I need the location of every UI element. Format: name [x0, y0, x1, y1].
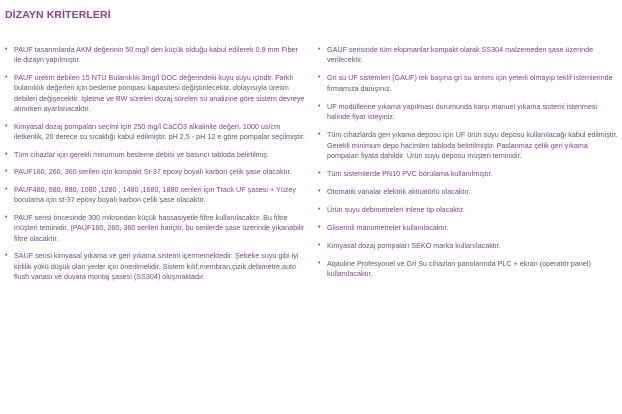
bullet-icon: • [5, 74, 8, 81]
list-item [318, 223, 618, 233]
bullet-icon: • [318, 170, 321, 178]
list-item-text: PAUF tasarımlarda AKM değerinin 50 mg/l den küçük olduğu kabul edilerek 0.9 mm Fiber ile dizayn yapılmıştır. [14, 45, 298, 65]
list-item [5, 122, 305, 143]
list-item-text: Kimyasal dozaj pompaları SEKO marka kullanılacaktır. [327, 241, 501, 251]
bullet-icon: • [5, 168, 8, 176]
list-item [5, 167, 305, 177]
page-title: DİZAYN KRİTERLERİ [5, 9, 111, 21]
list-item [318, 187, 618, 197]
bullet-icon: • [5, 122, 8, 130]
bullet-icon: • [5, 186, 8, 193]
list-item [318, 205, 618, 215]
list-item [318, 241, 618, 251]
bullet-icon: • [318, 224, 321, 232]
list-item-text: Otomatik vanalar elektrik aktüatörlü olacaktır. [327, 187, 471, 197]
list-item [5, 73, 305, 115]
list-item-text: Aqauline Profesyonel ve Gri Su cihazları panolarında PLC + ekran (operatör panel) kullanılacaktır. [327, 259, 591, 279]
bullet-icon: • [318, 46, 321, 53]
list-item-text: UF modüllerine yıkama yapılması durumunda karşı manuel yıkama sistemi istenmesi halinde fiyat isteyiniz. [327, 101, 598, 122]
list-item-text: PAUF160, 260, 360 serileri için kompakt St-37 epoxy boyalı karbon çelik şase olacaktır. [14, 167, 292, 177]
bullet-icon: • [318, 206, 321, 214]
list-item-text: PAUF480, 680, 880, 1080 ,1280 , 1480 ,1680, 1880 serileri için Track UF şasesi + Yüzey borulama için st-37 epoxy boyalı karbon çelik şase olacaktır. [14, 185, 297, 205]
list-item [318, 45, 618, 66]
list-item-text: PAUF serisi öncesinde 300 mikrondan küçük hassasiyetle filtre kullanılacaktır. Bu filtre müşteri teminidir. (PAUF160, 260, 360 serileri hariçtir, bu serilerde şase üzerinde yıkanabilir filtre olacaktır. [14, 213, 305, 243]
list-item [318, 73, 618, 94]
list-item [5, 150, 305, 160]
list-item-text: SAUF serisi kimyasal yıkama ve geri yıkama sistemi içermemektedir. Şebeke suyu gibi iyi kirlilik yükü düşük olan yerler için önerilmelidir. Sistem kılıf,membran,çizik debimetre,auto flush vanası ve duvara montaj şasesi (SS304) oluşmaktadır. [14, 251, 299, 282]
list-item-text: Kimyasal dozaj pompaları seçimi için 250 mg/l CaCO3 alkalinite değeri, 1000 us/cm iletkenlik, 20 derece su sıcaklığı kabul edilmiştir. pH 2,5 - pH 12 e göre pompalar seçilmiştir. [14, 121, 305, 142]
bullet-icon: • [5, 214, 8, 221]
bullet-icon: • [318, 260, 321, 268]
list-item [5, 251, 305, 282]
list-item-text: Tüm cihazlarda geri yıkama deposu için UF ürün suyu deposu kullanılacağı kabul edilmiştir. Gerekli minimum depo hacimleri tabloda belirtilmiştir. Paslanmaz çelik geri yıkama pompaları fiyata dahildir. Ürün suyu deposu müşteri teminidir. [327, 130, 618, 161]
bullet-icon: • [5, 150, 8, 158]
list-item [318, 259, 618, 280]
list-item-text: Tüm cihazlar için gerekli minumum besleme debisi ve basıncı tabloda belirtilmiş. [14, 149, 269, 159]
list-item [5, 213, 305, 244]
bullet-icon: • [318, 74, 321, 82]
list-item-text: Gri su UF sistemleri (GAUF) tek başına gri su arıtımı için yeterli olmayıp teklif istemlerinde firmamıza danışınız. [327, 73, 613, 93]
left-criteria-list [5, 45, 305, 290]
list-item [5, 45, 305, 66]
list-item-text: Ürün suyu debimetreleri inlene tip olacaktır. [327, 205, 465, 215]
list-item-text: Tüm sistemlerde PN10 PVC borulama kullanılmıştır. [327, 169, 493, 179]
list-item [318, 130, 618, 161]
list-item-text: GAUF serisinde tüm ekipmanlar kompakt olarak SS304 malzemeden şase üzerinde verilecektir. [327, 45, 594, 65]
list-item [318, 169, 618, 179]
bullet-icon: • [318, 131, 321, 139]
bullet-icon: • [318, 102, 321, 110]
bullet-icon: • [5, 46, 8, 53]
list-item [5, 185, 305, 206]
list-item-text: PAUF üretim debileri 15 NTU Bulanıklık 3mg/l DOC değerindeki kuyu suyu içindir. Farklı bulanıklık değerleri için besleme pompası kapasitesi değiştirilecektir, dolayısıyla üretim debileri değişecektir. İşletme ve BW süreleri dozaj süreleri su analizine göre sistem devreye alınırken ayarlanacaktır. [14, 73, 305, 114]
bullet-icon: • [318, 242, 321, 250]
bullet-icon: • [318, 188, 321, 196]
bullet-icon: • [5, 252, 8, 260]
list-item [318, 102, 618, 123]
right-criteria-list [318, 45, 618, 287]
list-item-text: Gliserinli manometreler kullanılacaktır. [327, 223, 449, 233]
